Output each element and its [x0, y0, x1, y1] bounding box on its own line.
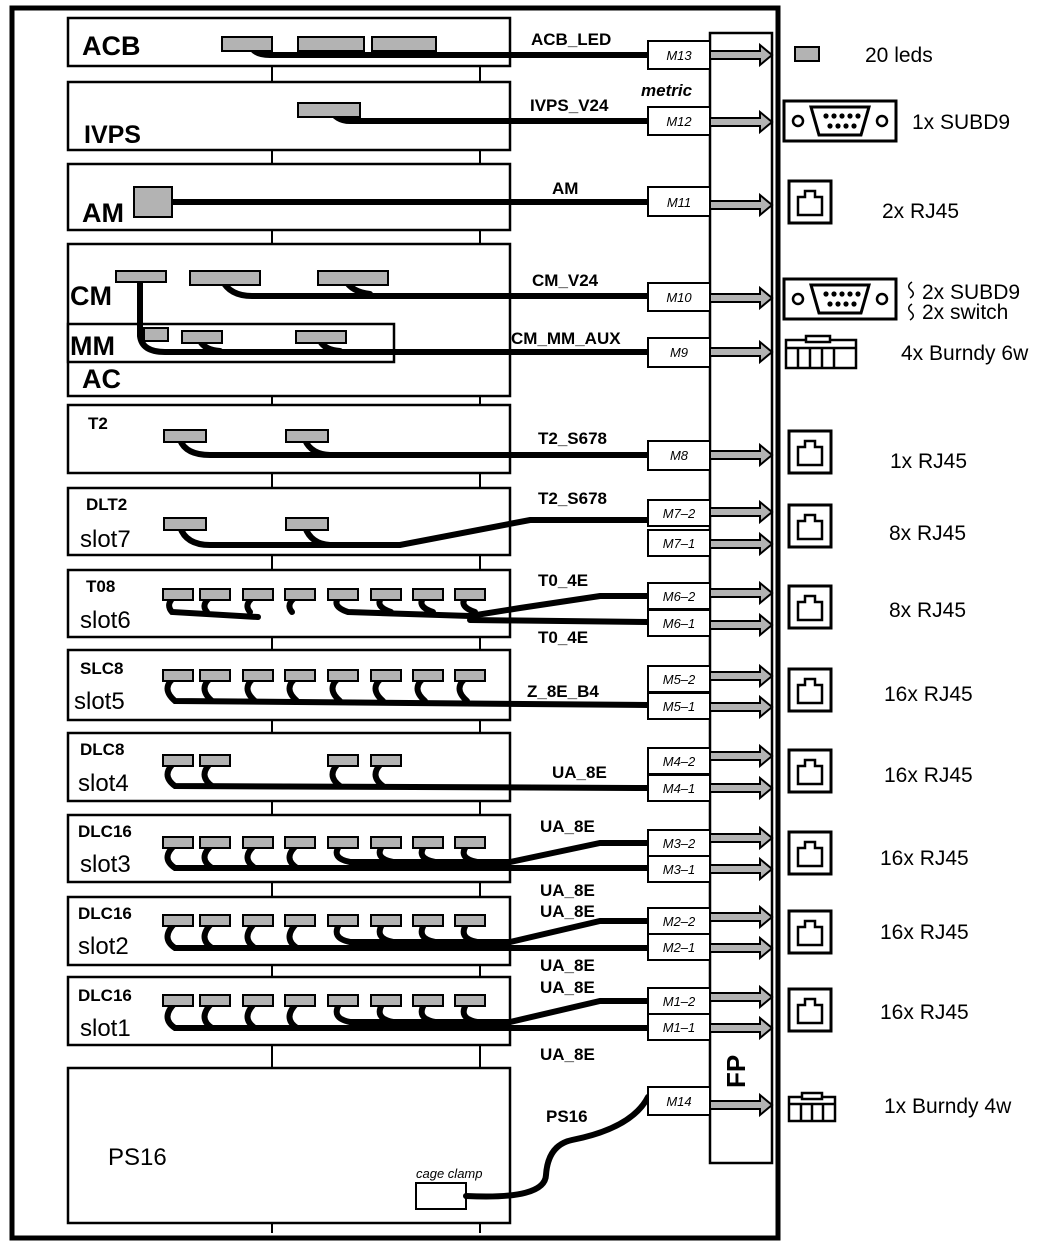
module-label: M2–1	[662, 940, 696, 955]
rj45-icon	[789, 669, 831, 711]
module-label: M13	[666, 48, 692, 63]
module-label: M4–1	[662, 781, 696, 796]
cable-label: UA_8E	[540, 881, 595, 900]
rj45-icon	[789, 832, 831, 874]
cable-label: T0_4E	[538, 571, 589, 590]
slot-label: slot4	[78, 770, 129, 797]
cable-label: UA_8E	[540, 956, 595, 975]
output-label: 16x RJ45	[880, 1001, 969, 1024]
board-label: CM	[70, 281, 112, 311]
rj45-icon	[789, 505, 831, 547]
module-label: M4–2	[662, 754, 696, 769]
cable-label: UA_8E	[540, 1045, 595, 1064]
slot-label: slot6	[80, 607, 131, 634]
board-label: DLC16	[78, 822, 132, 841]
cable-label: IVPS_V24	[530, 96, 609, 115]
cable-label: PS16	[546, 1107, 588, 1126]
module-label: M10	[666, 290, 692, 305]
burndy-icon	[786, 336, 856, 368]
output-label: 2x RJ45	[882, 200, 960, 223]
rj45-icon	[789, 431, 831, 473]
subd9-icon	[784, 279, 896, 319]
cable-label: T2_S678	[538, 429, 607, 448]
cable-label: ACB_LED	[531, 30, 612, 49]
cable-label: CM_V24	[532, 271, 599, 290]
module-label: M6–1	[662, 616, 696, 631]
burndy-icon	[789, 1093, 835, 1121]
output-label: 2x switch	[922, 301, 1009, 324]
module-label: M8	[669, 448, 689, 463]
module-label: M3–1	[662, 862, 696, 877]
board-label: T08	[86, 577, 116, 596]
board-label: DLC16	[78, 904, 132, 923]
board-label: DLC8	[80, 740, 125, 759]
board-label: AM	[82, 198, 124, 228]
slot-label: slot1	[80, 1015, 131, 1042]
module-label: M3–2	[662, 836, 696, 851]
output-label: 1x RJ45	[890, 450, 968, 473]
output-label: 1x SUBD9	[912, 111, 1011, 134]
output-label: 2x SUBD9	[922, 281, 1021, 304]
module-label: M7–2	[662, 506, 696, 521]
cable-label: UA_8E	[540, 902, 595, 921]
led-icon	[795, 47, 819, 61]
rj45-icon	[789, 750, 831, 792]
module-label: M6–2	[662, 589, 696, 604]
rj45-icon	[789, 911, 831, 953]
module-label: M5–1	[662, 699, 696, 714]
output-label: 1x Burndy 4w	[884, 1095, 1012, 1118]
output-label: 4x Burndy 6w	[901, 342, 1029, 365]
output-label: 8x RJ45	[889, 599, 967, 622]
output-label: 16x RJ45	[880, 921, 969, 944]
board-label: MM	[70, 331, 115, 361]
board-cm-ac	[68, 244, 510, 396]
rj45-icon	[789, 989, 831, 1031]
cage-clamp	[416, 1183, 466, 1209]
switch-brace-icon	[909, 282, 914, 320]
board-label: T2	[88, 414, 108, 433]
module-label: M1–1	[662, 1020, 696, 1035]
output-label: 16x RJ45	[884, 683, 973, 706]
cable-label: UA_8E	[552, 763, 607, 782]
module-label: M14	[666, 1094, 692, 1109]
cable-label: CM_MM_AUX	[511, 329, 621, 348]
fp-label: FP	[721, 1054, 751, 1088]
module-label: M2–2	[662, 914, 696, 929]
backplane-lines	[272, 64, 483, 1233]
module-label: M5–2	[662, 672, 696, 687]
cable-label: metric	[641, 81, 693, 100]
cable-label: T0_4E	[538, 628, 589, 647]
module-label: M7–1	[662, 536, 696, 551]
board-label: DLT2	[86, 495, 128, 514]
board-label: PS16	[108, 1144, 167, 1171]
board-label: SLC8	[80, 659, 124, 678]
module-label: M1–2	[662, 994, 696, 1009]
module-label: M11	[666, 195, 692, 210]
output-label: 16x RJ45	[880, 847, 969, 870]
board-dlc8	[68, 733, 510, 801]
board-label: DLC16	[78, 986, 132, 1005]
board-label: ACB	[82, 31, 141, 61]
rj45-icon	[789, 181, 831, 223]
cable-label: T2_S678	[538, 489, 607, 508]
subd9-icon	[784, 101, 896, 141]
slot-label: slot2	[78, 933, 129, 960]
cable-label: Z_8E_B4	[527, 682, 599, 701]
cable-label: AM	[552, 179, 579, 198]
cage-clamp-label: cage clamp	[416, 1166, 483, 1181]
slot-label: slot7	[80, 526, 131, 553]
board-label: AC	[82, 364, 121, 394]
module-label: M12	[666, 114, 692, 129]
slot-label: slot5	[74, 688, 125, 715]
board-label: IVPS	[84, 121, 141, 149]
output-label: 16x RJ45	[884, 764, 973, 787]
output-label: 8x RJ45	[889, 522, 967, 545]
cable-label: UA_8E	[540, 978, 595, 997]
cable-label: UA_8E	[540, 817, 595, 836]
rj45-icon	[789, 586, 831, 628]
module-label: M9	[669, 345, 689, 360]
slot-label: slot3	[80, 851, 131, 878]
output-label: 20 leds	[865, 44, 933, 67]
